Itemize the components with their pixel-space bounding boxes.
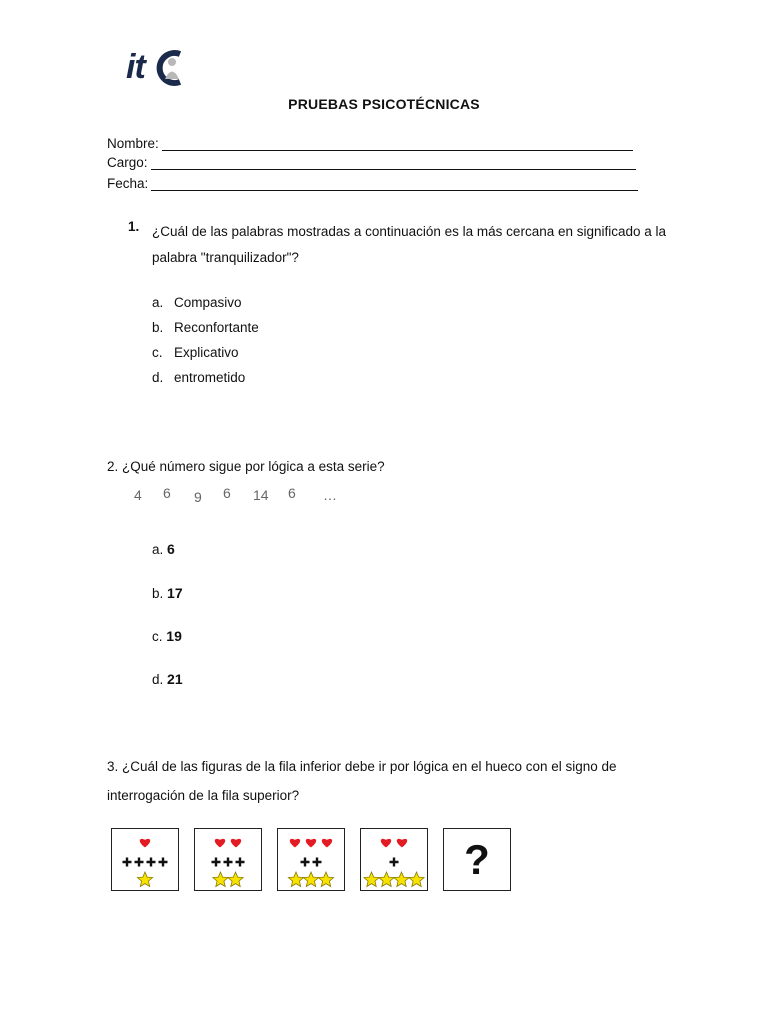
- cross-icon: [313, 858, 322, 867]
- question-text: ¿Cuál de las palabras mostradas a continuación es la más cercana en significado a la palabra "tranquilizador"?: [152, 224, 667, 265]
- field-fecha[interactable]: [107, 176, 638, 191]
- field-nombre[interactable]: [107, 136, 633, 151]
- question-mark: ?: [464, 835, 490, 883]
- star-icon: [409, 872, 424, 886]
- star-icon: [379, 872, 394, 886]
- figure-symbols: [112, 829, 178, 890]
- field-label: Nombre:: [107, 136, 159, 151]
- itc-logo: [126, 46, 188, 90]
- star-icon: [228, 872, 243, 886]
- series-item: 6: [288, 485, 296, 501]
- star-icon: [303, 872, 318, 886]
- field-line[interactable]: [151, 178, 638, 191]
- option-a[interactable]: a. Compasivo: [152, 295, 242, 310]
- cross-icon: [212, 858, 221, 867]
- heart-icon: [306, 839, 316, 848]
- heart-icon: [322, 839, 332, 848]
- option-b[interactable]: b. Reconfortante: [152, 320, 259, 335]
- page-title: PRUEBAS PSICOTÉCNICAS: [288, 96, 480, 112]
- star-icon: [137, 872, 152, 886]
- cross-icon: [147, 858, 156, 867]
- heart-icon: [231, 839, 241, 848]
- cross-icon: [390, 858, 399, 867]
- series-item: 9: [194, 489, 202, 505]
- question-number: 1.: [128, 219, 140, 234]
- option-c[interactable]: c. Explicativo: [152, 345, 239, 360]
- star-icon: [394, 872, 409, 886]
- heart-icon: [140, 839, 150, 848]
- star-icon: [318, 872, 333, 886]
- figure-symbols: [278, 829, 344, 890]
- figure-unknown[interactable]: [443, 828, 511, 891]
- heart-icon: [290, 839, 300, 848]
- heart-icon: [215, 839, 225, 848]
- star-icon: [213, 872, 228, 886]
- option-a[interactable]: a. 6: [152, 541, 175, 557]
- question-text: 3. ¿Cuál de las figuras de la fila inferior debe ir por lógica en el hueco con el signo de interrogación de la fila superior?: [107, 759, 617, 803]
- heart-icon: [381, 839, 391, 848]
- series-item: 14: [253, 487, 269, 503]
- option-b[interactable]: b. 17: [152, 585, 183, 601]
- star-icon: [288, 872, 303, 886]
- figure-3[interactable]: [277, 828, 345, 891]
- cross-icon: [236, 858, 245, 867]
- figure-2[interactable]: [194, 828, 262, 891]
- cross-icon: [159, 858, 168, 867]
- option-c[interactable]: c. 19: [152, 628, 182, 644]
- logo-c-icon: [152, 46, 186, 90]
- figure-1[interactable]: [111, 828, 179, 891]
- series-item: 6: [223, 485, 231, 501]
- figure-symbols: [195, 829, 261, 890]
- cross-icon: [135, 858, 144, 867]
- option-d[interactable]: d. 21: [152, 671, 183, 687]
- figure-4[interactable]: [360, 828, 428, 891]
- logo-text: it: [126, 48, 145, 86]
- field-label: Fecha:: [107, 176, 149, 191]
- question-text: 2. ¿Qué número sigue por lógica a esta serie?: [107, 459, 385, 474]
- star-icon: [364, 872, 379, 886]
- option-d[interactable]: d. entrometido: [152, 370, 246, 385]
- field-line[interactable]: [151, 157, 636, 170]
- heart-icon: [397, 839, 407, 848]
- cross-icon: [301, 858, 310, 867]
- series-item: 4: [134, 487, 142, 503]
- field-line[interactable]: [162, 138, 633, 151]
- figure-symbols: [361, 829, 427, 890]
- series-item: …: [323, 487, 337, 503]
- cross-icon: [123, 858, 132, 867]
- field-label: Cargo:: [107, 155, 148, 170]
- series-item: 6: [163, 485, 171, 501]
- cross-icon: [224, 858, 233, 867]
- field-cargo[interactable]: [107, 155, 636, 170]
